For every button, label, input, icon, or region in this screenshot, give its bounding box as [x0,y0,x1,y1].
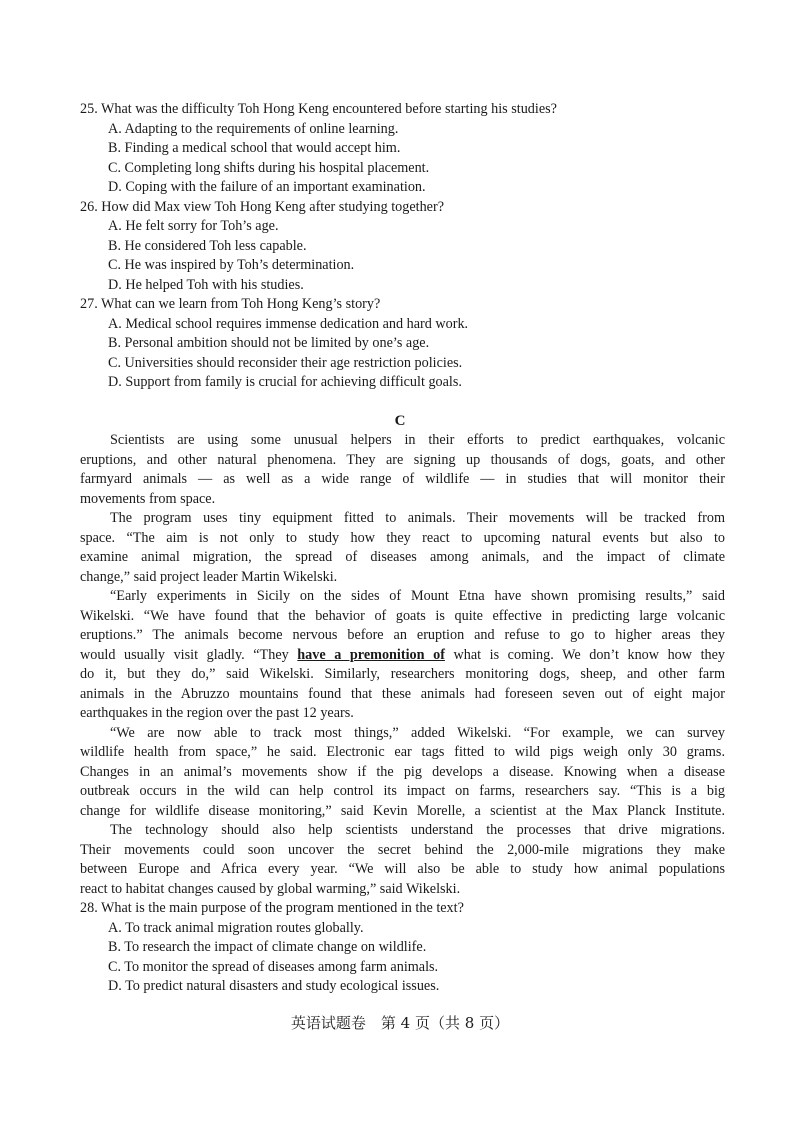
question-26-option-d: D. He helped Toh with his studies. [108,277,304,293]
passage-line: “We are now able to track most things,” added Wikelski. “For example, we can survey [110,725,725,741]
passage-line: “Early experiments in Sicily on the sides of Mount Etna have shown promising results,” said [110,588,725,604]
question-27-option-a: A. Medical school requires immense dedication and hard work. [108,316,469,332]
passage-line: space. “The aim is not only to study how they react to upcoming natural events but also to [80,530,725,546]
question-28: 28. What is the main purpose of the program mentioned in the text? [80,900,464,916]
question-25-option-b: B. Finding a medical school that would accept him. [108,140,401,156]
question-26: 26. How did Max view Toh Hong Keng after studying together? [80,199,445,215]
question-25-option-d: D. Coping with the failure of an important examination. [108,179,426,195]
page-footer: 英语试题卷 第 4 页（共 8 页） [290,1014,510,1032]
passage-line: earthquakes in the region over the past 12 years. [80,705,354,721]
question-27: 27. What can we learn from Toh Hong Keng’s story? [80,296,381,312]
question-27-option-d: D. Support from family is crucial for achieving difficult goals. [108,374,462,390]
question-28-option-b: B. To research the impact of climate change on wildlife. [108,939,427,955]
passage-line: do it, but they do,” said Wikelski. Similarly, researchers monitoring dogs, sheep, and other farm [80,666,725,682]
passage-line: Their movements could soon uncover the secret behind the 2,000-mile migrations they make [80,842,725,858]
passage-line: The program uses tiny equipment fitted to animals. Their movements will be tracked from [110,510,725,526]
passage-line: eruptions.” The animals become nervous before an eruption and refuse to go to higher areas they [80,627,725,643]
question-26-option-b: B. He considered Toh less capable. [108,238,307,254]
question-26-option-c: C. He was inspired by Toh’s determination. [108,257,355,273]
passage-line: movements from space. [80,491,216,507]
passage-text-segment: what is coming. We don’t know how they [453,647,726,663]
passage-line: farmyard animals — as well as a wide range of wildlife — in studies that will monitor their [80,471,725,487]
passage-line: between Europe and Africa every year. “We will also be able to study how animal populations [80,861,725,877]
question-27-option-c: C. Universities should reconsider their age restriction policies. [108,355,463,371]
passage-line: change for wildlife disease monitoring,” said Kevin Morelle, a scientist at the Max Planck Institute. [80,803,725,819]
passage-line: Changes in an animal’s movements show if the pig develops a disease. Knowing when a disease [80,764,725,780]
question-28-option-c: C. To monitor the spread of diseases among farm animals. [108,959,439,975]
highlighted-phrase: have a premonition of [297,647,445,663]
passage-line: change,” said project leader Martin Wikelski. [80,569,338,585]
passage-line: eruptions, and other natural phenomena. They are signing up thousands of dogs, goats, and other [80,452,725,468]
question-28-option-a: A. To track animal migration routes globally. [108,920,364,936]
question-26-option-a: A. He felt sorry for Toh’s age. [108,218,279,234]
passage-line: Wikelski. “We have found that the behavior of goats is quite effective in predicting large volcanic [80,608,725,624]
passage-line: outbreak occurs in the wild can help control its impact on farms, researchers say. “This is a big [80,783,725,799]
question-25-option-c: C. Completing long shifts during his hospital placement. [108,160,430,176]
passage-line: examine animal migration, the spread of diseases among animals, and the impact of climate [80,549,725,565]
passage-line: wildlife health from space,” he said. Electronic ear tags fitted to wild pigs weigh only 30 grams. [80,744,725,760]
section-title: C [394,413,406,429]
passage-line-with-highlight [80,646,725,665]
passage-line: react to habitat changes caused by global warming,” said Wikelski. [80,881,461,897]
passage-line: Scientists are using some unusual helpers in their efforts to predict earthquakes, volcanic [110,432,725,448]
passage-line: The technology should also help scientists understand the processes that drive migrations. [110,822,725,838]
passage-line: animals in the Abruzzo mountains found that these animals had foreseen seven out of eight major [80,686,725,702]
question-28-option-d: D. To predict natural disasters and study ecological issues. [108,978,440,994]
question-25-option-a: A. Adapting to the requirements of online learning. [108,121,399,137]
passage-text-segment: would usually visit gladly. “They [80,647,289,663]
question-27-option-b: B. Personal ambition should not be limited by one’s age. [108,335,430,351]
question-25: 25. What was the difficulty Toh Hong Keng encountered before starting his studies? [80,101,557,117]
